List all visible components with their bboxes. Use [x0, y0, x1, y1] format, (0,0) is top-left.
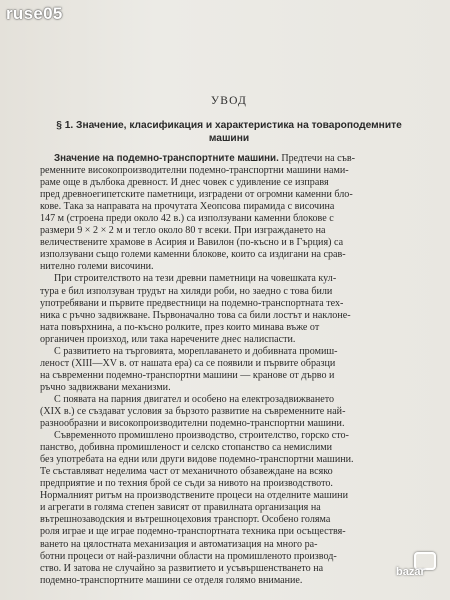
body-text [40, 153, 418, 587]
section-title-line: машини [208, 133, 250, 144]
text-line: С развитието на търговията, мореплаването и добивната промиш- [54, 345, 338, 357]
paragraph [40, 394, 418, 430]
section-title [40, 119, 418, 145]
text-line: на съвременни подемно-транспортни машини — кранове от дърво и [40, 369, 335, 381]
chapter-title: УВОД [210, 95, 248, 107]
section-title-line: § 1. Значение, класификация и характеристика на товароподемните [56, 120, 402, 131]
text-line: употребявани и първите предвестници на подемно-транспортната тех- [40, 297, 344, 309]
text-line: ботни процеси от най-различни области на промишленото производ- [40, 550, 337, 562]
text-line: панство, добивна промишленост и селско стопанство са немислими [40, 442, 333, 454]
text-line: При строителството на тези древни паметници на човешката кул- [54, 273, 337, 285]
text-line: раме още в дълбока древност. И днес човек с удивление се изправя [40, 177, 329, 189]
text-line: Те съставляват неделима част от механичното обзавеждане на всяко [40, 466, 333, 478]
paragraph [40, 273, 418, 345]
watermark: ruse05 [6, 4, 63, 23]
page-content [40, 95, 418, 587]
text-line: ването на цялостната механизация и автоматизация на много ра- [40, 538, 318, 550]
text-line: ника с ръчно задвижване. Първоначално това са били лостът и наклоне- [40, 309, 351, 321]
text-line: предприятие и по техния брой се съди за нивото на производството. [40, 478, 333, 490]
text-line: разнообразни и високопроизводителни подемно-транспортни машини. [40, 418, 345, 430]
text-line: леност (XIII—XV в. от нашата ера) са се появили и първите образци [40, 357, 336, 369]
text-line: ременните високопроизводителни подемно-транспортни машини нами- [40, 165, 349, 177]
text-line: Съвременното промишлено производство, строителство, горско сто- [54, 430, 349, 442]
text-line: ръчно задвижвани механизми. [40, 381, 171, 393]
text-line: ство. И затова не случайно за развитието и усъвършенстването на [40, 562, 324, 574]
corner-logo: bazar [396, 566, 425, 578]
text-line: подемно-транспортните машини се отделя голямо внимание. [40, 574, 303, 586]
text-line: (XIX в.) се създават условия за бързото развитие на съвременните най- [40, 405, 346, 417]
text-line: роля играе и ще играе подемно-транспортната техника при осъществя- [40, 526, 346, 538]
text-line: вътрешнозаводския и вътрешноцеховия транспорт. Особено голяма [40, 514, 331, 526]
text-line: органичен произход, или така наречените днес налиспасти. [40, 333, 296, 345]
text-line: и агрегати в голяма степен зависят от правилната организация на [40, 502, 321, 514]
text-line: тура е бил използуван трудът на хиляди роби, но заедно с това били [40, 285, 333, 297]
paragraph-lead-line: Значение на подемно-транспортните машини. Предтечи на съв- [54, 153, 356, 164]
text-line: пред древноегипетските паметници, изградени от огромни каменни бло- [40, 189, 353, 201]
text-line: величествените храмове в Асирия и Вавилон (по-късно и в Гърция) са [40, 237, 344, 249]
text-line: използувани също големи каменни блокове, които са издигани на срав- [40, 249, 346, 261]
text-line: С появата на парния двигател и особено на електрозадвижването [54, 393, 335, 405]
paragraph [40, 153, 418, 273]
paragraph [40, 346, 418, 394]
text-line: 147 м (строена преди около 42 в.) са използувани каменни блокове с [40, 213, 334, 225]
text-line: размери 9 × 2 × 2 м и тегло около 80 т всеки. При изграждането на [40, 225, 326, 237]
text-line: кове. Така за направата на прочутата Хеопсова пирамида с височина [40, 201, 335, 213]
paragraph [40, 430, 418, 587]
text-line: нително големи височини. [40, 261, 154, 273]
text-line: без употребата на едни или други видове подемно-транспортни машини. [40, 454, 354, 466]
text-line: ната повърхнина, а по-късно ролките, през които минава въже от [40, 321, 320, 333]
text-line: Нормалният ритъм на производствените процеси на отделните машини [40, 490, 348, 502]
